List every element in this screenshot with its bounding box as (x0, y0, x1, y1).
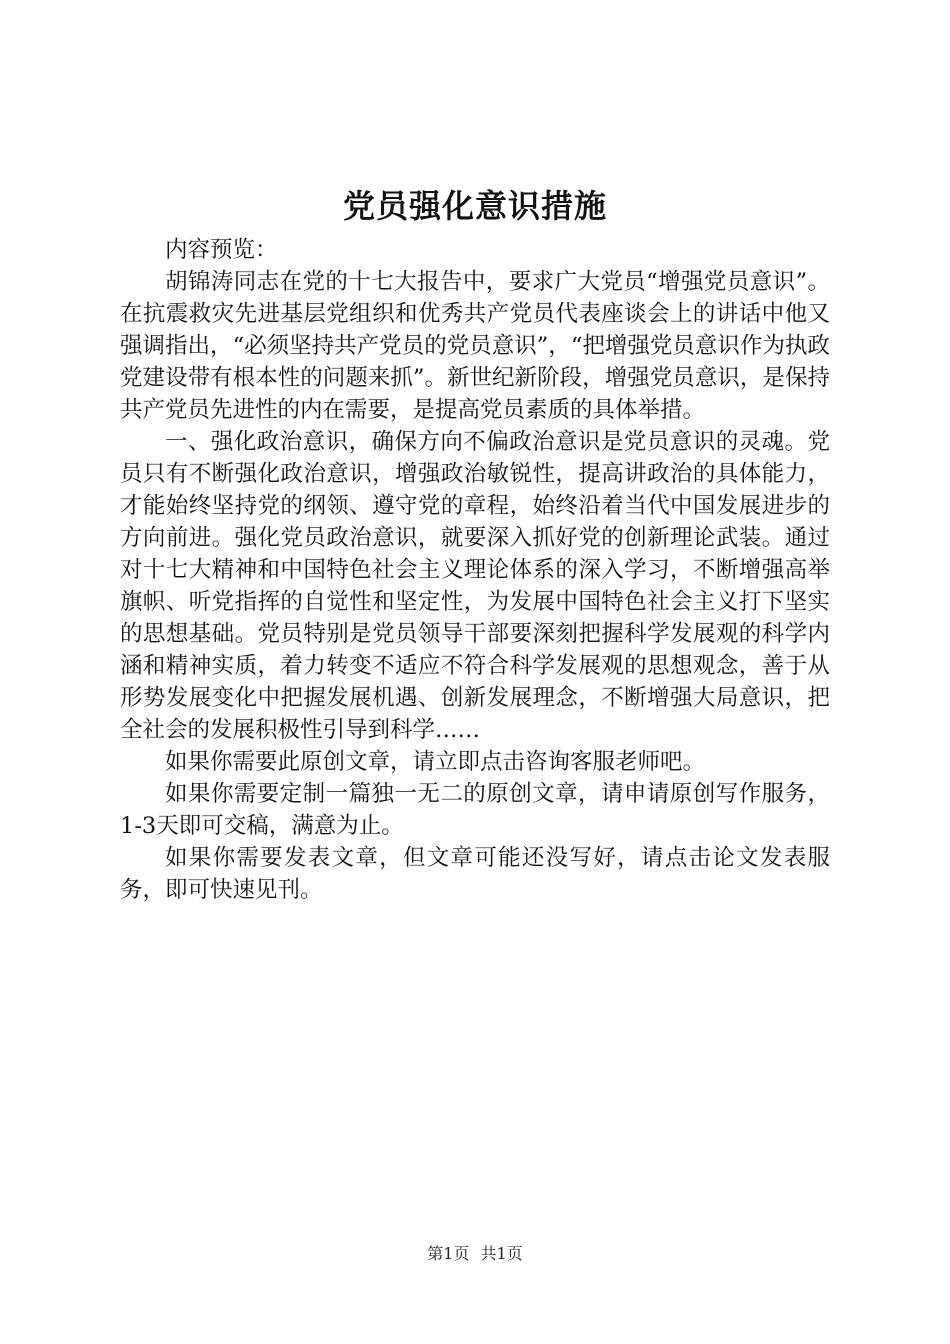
paragraph-publishing-service: 如果你需要发表文章，但文章可能还没写好，请点击论文发表服务，即可快速见刊。 (120, 845, 830, 903)
document-title: 党员强化意识措施 (342, 187, 607, 225)
paragraph-political-awareness: 一、强化政治意识，确保方向不偏政治意识是党员意识的灵魂。党员只有不断强化政治意识，增强政治敏锐性，提高讲政治的具体能力，才能始终坚持党的纲领、遵守党的章程，始终沿着当代中国发展进步的方向前进。强化党员政治意识，就要深入抓好党的创新理论武装。通过对十七大精神和中国特色社会主义理论体系的深入学习，不断增强高举旗帜、听党指挥的自觉性和坚定性，为发展中国特色社会主义打下坚实的思想基础。党员特别是党员领导干部要深刻把握科学发展观的科学内涵和精神实质，着力转变不适应不符合科学发展观的思想观念，善于从形势发展变化中把握发展机遇、创新发展理念，不断增强大局意识，把全社会的发展积极性引导到科学…… (120, 429, 830, 743)
document-body (120, 234, 830, 906)
paragraph-intro: 胡锦涛同志在党的十七大报告中，要求广大党员“增强党员意识”。在抗震救灾先进基层党组织和优秀共产党员代表座谈会上的讲话中他又强调指出，“必须坚持共产党员的党员意识”，“把增强党员意识作为执政党建设带有根本性的问题来抓”。新世纪新阶段，增强党员意识，是保持共产党员先进性的内在需要，是提高党员素质的具体举措。 (120, 269, 830, 423)
page-footer (0, 1242, 950, 1266)
page-number-current: 第1页 (427, 1244, 470, 1263)
preview-label: 内容预览： (165, 237, 278, 263)
paragraph-contact-service: 如果你需要此原创文章，请立即点击咨询客服老师吧。 (165, 749, 706, 775)
paragraph-custom-writing: 如果你需要定制一篇独一无二的原创文章，请申请原创写作服务，1-3天即可交稿，满意为止。 (120, 781, 830, 839)
page-number-total: 共1页 (480, 1244, 523, 1263)
